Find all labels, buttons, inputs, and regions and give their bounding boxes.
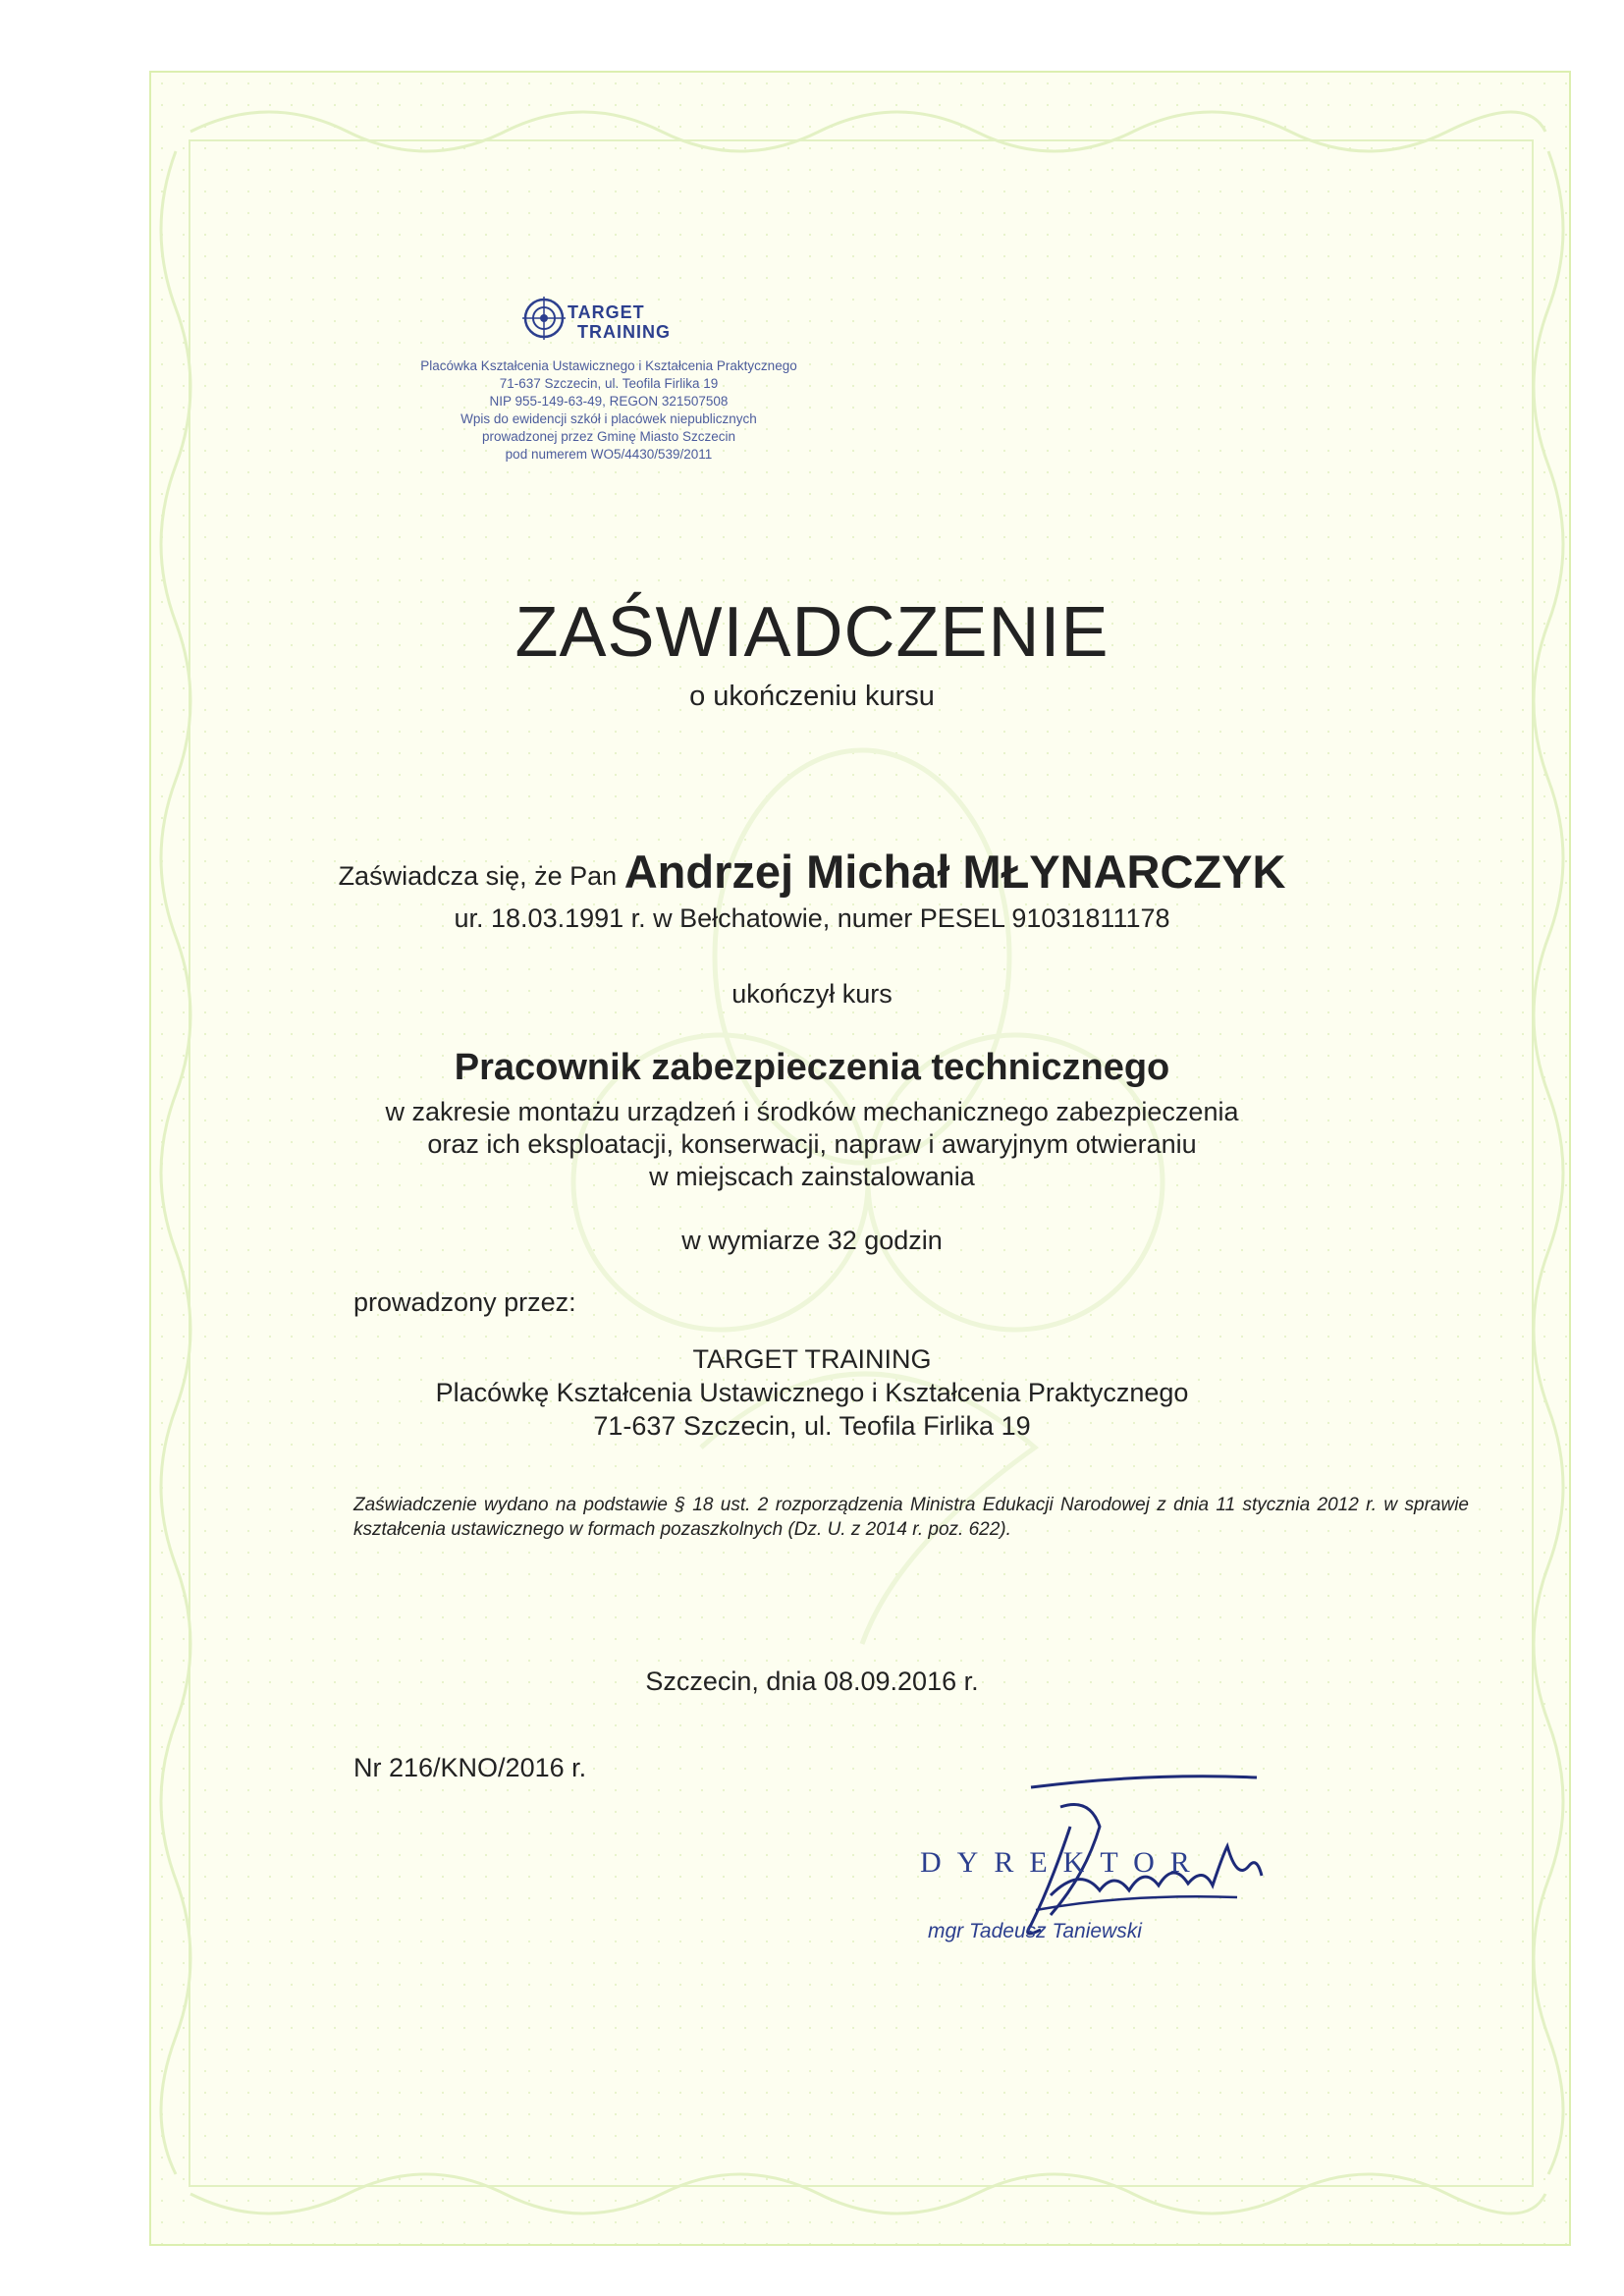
- course-scope-line: w zakresie montażu urządzeń i środków mechanicznego zabezpieczenia: [385, 1097, 1239, 1126]
- stamp-brand-line2: TRAINING: [577, 322, 671, 342]
- stamp-line: prowadzonej przez Gminę Miasto Szczecin: [481, 429, 736, 444]
- stamp-logo: [461, 295, 756, 354]
- course-title: Pracownik zabezpieczenia technicznego: [454, 1047, 1170, 1088]
- person-name: Andrzej Michał MŁYNARCZYK: [623, 846, 1286, 898]
- target-logo-icon: [522, 297, 566, 340]
- stamp-line: 71-637 Szczecin, ul. Teofila Firlika 19: [499, 376, 719, 391]
- stamp-line: Placówka Kształcenia Ustawicznego i Kształcenia Praktycznego: [420, 358, 797, 373]
- birth-info: ur. 18.03.1991 r. w Bełchatowie, numer PESEL 91031811178: [454, 903, 1170, 933]
- course-scope-line: w miejscach zainstalowania: [649, 1162, 975, 1191]
- signatory-name: mgr Tadeusz Taniewski: [928, 1920, 1142, 1942]
- course-hours: w wymiarze 32 godzin: [681, 1226, 943, 1255]
- stamp-text: [373, 357, 844, 464]
- organizer-line: TARGET TRAINING: [692, 1344, 932, 1374]
- course-scope-line: oraz ich eksploatacji, konserwacji, napraw i awaryjnym otwieraniu: [427, 1129, 1197, 1159]
- stamp-brand: [568, 302, 671, 342]
- stamp-line: pod numerem WO5/4430/539/2011: [505, 447, 713, 462]
- certifies-prefix: Zaświadcza się, że Pan: [338, 861, 618, 891]
- certificate-subtitle: o ukończeniu kursu: [689, 681, 935, 712]
- certifies-row: [0, 845, 1624, 899]
- organizer-line: 71-637 Szczecin, ul. Teofila Firlika 19: [593, 1411, 1031, 1441]
- certificate-number: Nr 216/KNO/2016 r.: [353, 1753, 587, 1782]
- director-role: DYREKTOR: [920, 1846, 1206, 1879]
- organizer-line: Placówkę Kształcenia Ustawicznego i Kształcenia Praktycznego: [435, 1378, 1189, 1407]
- institution-stamp: [373, 295, 844, 464]
- stamp-line: Wpis do ewidencji szkół i placówek niepublicznych: [460, 411, 757, 426]
- stamp-line: NIP 955-149-63-49, REGON 321507508: [489, 394, 729, 409]
- legal-basis: Zaświadczenie wydano na podstawie § 18 ust. 2 rozporządzenia Ministra Edukacji Narodowej z dnia 11 stycznia 2012 r. w sprawie kształcenia ustawicznego w formach pozaszkolnych (Dz. U. z 2014 r. poz. 622).: [353, 1495, 1469, 1540]
- led-by-label: prowadzony przez:: [353, 1287, 576, 1317]
- place-date: Szczecin, dnia 08.09.2016 r.: [645, 1667, 979, 1696]
- completed-label: ukończył kurs: [731, 979, 893, 1009]
- stamp-brand-line1: TARGET: [568, 302, 645, 322]
- certificate-title: ZAŚWIADCZENIE: [514, 593, 1110, 672]
